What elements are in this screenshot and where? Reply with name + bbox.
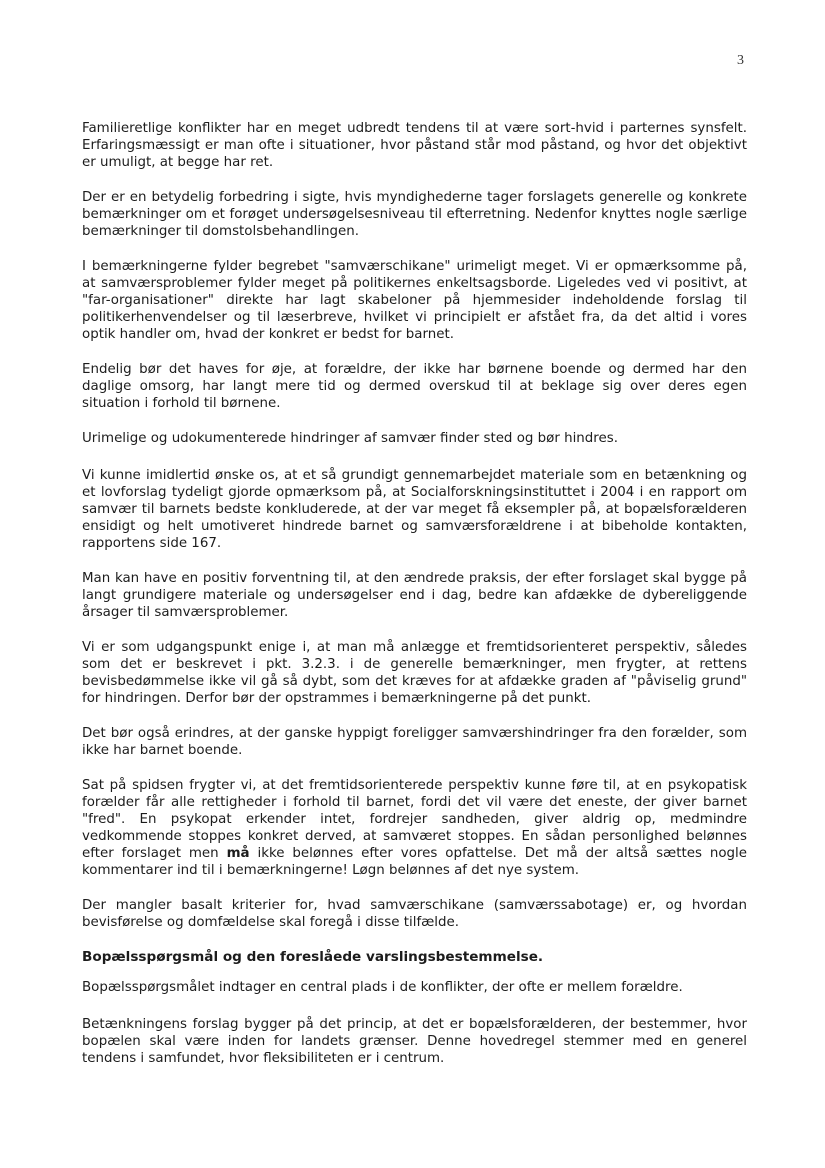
- section-heading: Bopælsspørgsmål og den foreslåede varslingsbestemmelse.: [82, 949, 544, 965]
- paragraph-5: Urimelige og udokumenterede hindringer af samvær finder sted og bør hindres.: [82, 431, 618, 446]
- paragraph-8: Vi er som udgangspunkt enige i, at man må anlægge et fremtidsorienteret perspektiv, således som det er beskrevet i pkt. 3.2.3. i de generelle bemærkninger, men frygter, at rettens bevisbedømmelse ikke vil gå så dybt, som det kræves for at afdække graden af "påviselig grund" for hindringen. Derfor bør der opstrammes i bemærkningerne på det punkt.: [82, 640, 747, 706]
- paragraph-11: Der mangler basalt kriterier for, hvad samværschikane (samværssabotage) er, og hvordan bevisførelse og domfældelse skal foregå i disse tilfælde.: [82, 898, 747, 930]
- section-paragraph-2: Betænkningens forslag bygger på det princip, at det er bopælsforælderen, der bestemmer, hvor bopælen skal være inden for landets grænser. Denne hovedregel stemmer med en generel tendens i samfundet, hvor fleksibiliteten er i centrum.: [82, 1017, 747, 1066]
- paragraph-7: Man kan have en positiv forventning til, at den ændrede praksis, der efter forslaget skal bygge på langt grundigere materiale og undersøgelser end i dag, bedre kan afdække de dybereliggende årsager til samværsproblemer.: [82, 571, 747, 620]
- page-number: 3: [737, 53, 744, 68]
- document-body: [82, 120, 747, 1085]
- paragraph-10-emphasis: må: [226, 846, 250, 861]
- paragraph-10-text-after: ikke belønnes efter vores opfattelse. Det må der altså sættes nogle kommentarer ind til i bemærkningerne! Løgn belønnes af det nye system.: [82, 846, 747, 878]
- paragraph-9: Det bør også erindres, at der ganske hyppigt foreligger samværshindringer fra den forælder, som ikke har barnet boende.: [82, 726, 747, 758]
- paragraph-2: Der er en betydelig forbedring i sigte, hvis myndighederne tager forslagets generelle og konkrete bemærkninger om et forøget undersøgelsesniveau til efterretning. Nedenfor knyttes nogle særlige bemærkninger til domstolsbehandlingen.: [82, 190, 747, 239]
- paragraph-4: Endelig bør det haves for øje, at forældre, der ikke har børnene boende og dermed har den daglige omsorg, har langt mere tid og dermed overskud til at beklage sig over deres egen situation i forhold til børnene.: [82, 362, 747, 411]
- paragraph-3: I bemærkningerne fylder begrebet "samværschikane" urimeligt meget. Vi er opmærksomme på, at samværsproblemer fylder meget på politikernes enkeltsagsborde. Ligeledes ved vi positivt, at "far-organisationer" direkte har lagt skabeloner på hjemmesider indeholdende forslag til politikerhenvendelser og til læserbreve, hvilket vi principielt er afstået fra, da det altid i vores optik handler om, hvad der konkret er bedst for barnet.: [82, 259, 747, 342]
- paragraph-10-text-before: Sat på spidsen frygter vi, at det fremtidsorienterede perspektiv kunne føre til, at en psykopatisk forælder får alle rettigheder i forhold til barnet, fordi det vil være det eneste, der giver barnet "fred". En psykopat erkender intet, fordrejer sandheden, giver aldrig op, medmindre vedkommende stoppes konkret derved, at samværet stoppes. En sådan personlighed belønnes efter forslaget men: [82, 778, 747, 861]
- paragraph-1: Familieretlige konflikter har en meget udbredt tendens til at være sort-hvid i parternes synsfelt. Erfaringsmæssigt er man ofte i situationer, hvor påstand står mod påstand, og hvor det objektivt er umuligt, at begge har ret.: [82, 121, 747, 170]
- section-paragraph-1: Bopælsspørgsmålet indtager en central plads i de konflikter, der ofte er mellem forældre.: [82, 980, 683, 995]
- paragraph-10: [82, 777, 747, 879]
- paragraph-6: Vi kunne imidlertid ønske os, at et så grundigt gennemarbejdet materiale som en betænkning og et lovforslag tydeligt gjorde opmærksom på, at Socialforskningsinstituttet i 2004 i en rapport om samvær til barnets bedste konkluderede, at der var meget få eksempler på, at bopælsforælderen ensidigt og helt umotiveret hindrede barnet og samværsforældrene i at bibeholde kontakten, rapportens side 167.: [82, 468, 747, 551]
